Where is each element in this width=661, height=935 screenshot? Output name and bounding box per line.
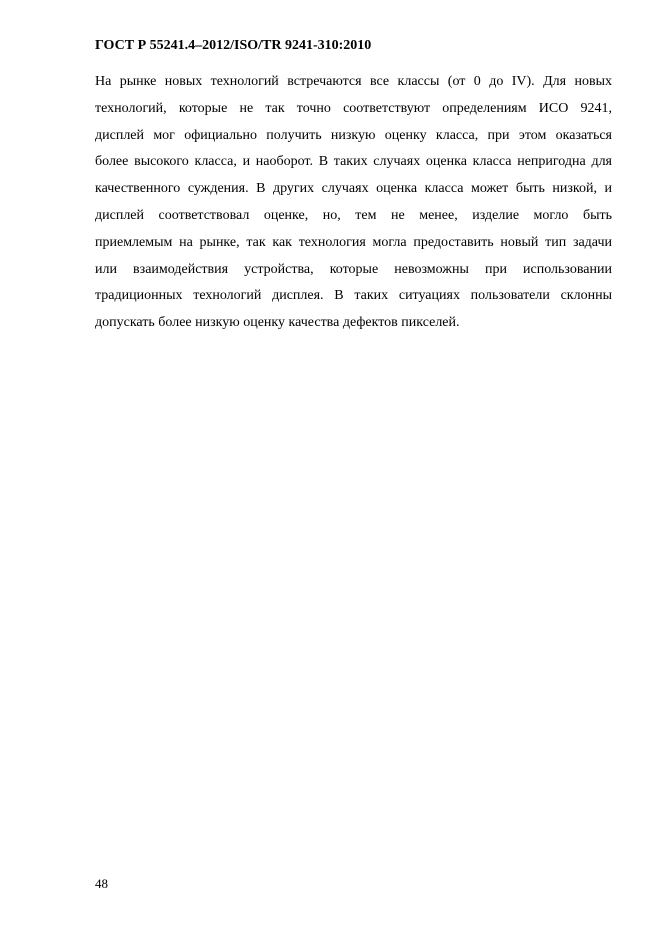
paragraph-line: более высокого класса, и наоборот. В таких случаях оценка класса непригодна для [95, 154, 612, 170]
body-paragraph [95, 69, 612, 337]
page-number: 48 [95, 876, 108, 891]
document-header-title: ГОСТ Р 55241.4–2012/ISO/TR 9241-310:2010 [95, 38, 372, 53]
paragraph-line: традиционных технологий дисплея. В таких ситуациях пользователи склонны [95, 288, 612, 304]
paragraph-line: дисплей соответствовал оценке, но, тем не менее, изделие могло быть [95, 207, 612, 223]
paragraph-line: На рынке новых технологий встречаются все классы (от 0 до IV). Для новых [95, 74, 612, 89]
paragraph-line: или взаимодействия устройства, которые невозможны при использовании [95, 261, 612, 277]
paragraph-line: приемлемым на рынке, так как технология могла предоставить новый тип задачи [95, 234, 612, 250]
paragraph-line: качественного суждения. В других случаях оценка класса может быть низкой, и [95, 181, 612, 197]
paragraph-line: технологий, которые не так точно соответствуют определениям ИСО 9241, [95, 100, 612, 116]
paragraph-line: допускать более низкую оценку качества дефектов пикселей. [95, 315, 460, 331]
paragraph-line: дисплей мог официально получить низкую оценку класса, при этом оказаться [95, 127, 612, 143]
